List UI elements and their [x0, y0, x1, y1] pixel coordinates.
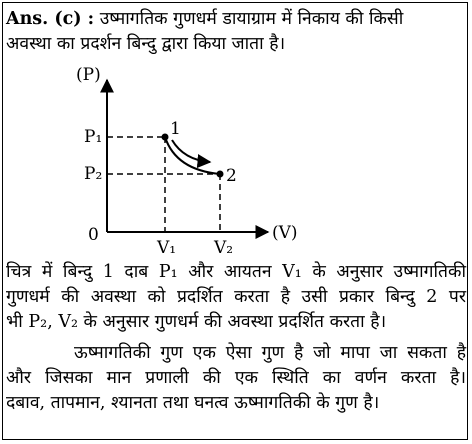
origin-label: 0	[88, 225, 99, 245]
answer-label: Ans. (c) :	[6, 9, 95, 29]
y-axis-label: (P)	[76, 65, 101, 85]
para2-line-1: ऊष्मागतिकी गुण एक ऐसा गुण है जो मापा जा सकता है	[74, 343, 466, 363]
para2-line-2: और जिसका मान प्रणाली की एक स्थिति का वर्णन करता है।	[6, 368, 466, 388]
x-axis-label: (V)	[272, 223, 298, 243]
v1-label: V₁	[157, 238, 177, 258]
para2-line-3: दबाव, तापमान, श्यानता तथा घनत्व ऊष्मागतिकी के गुण है।	[6, 393, 380, 413]
point-1-label: 1	[170, 119, 181, 139]
p2-label: P₂	[84, 164, 103, 184]
para1-line-2: गुणधर्म की अवस्था को प्रदर्शित करता है उसी प्रकार बिन्दु 2 पर	[6, 287, 466, 307]
point-2-label: 2	[226, 166, 237, 186]
para1-line-3: भी P₂, V₂ के अनुसार गुणधर्म की अवस्था प्रदर्शित करता है।	[6, 312, 387, 332]
state-point-2	[217, 171, 224, 178]
intro-text-1: उष्मागतिक गुणधर्म डायाग्राम में निकाय की किसी	[99, 9, 404, 29]
v2-label: V₂	[214, 238, 234, 258]
state-point-1	[162, 134, 169, 141]
intro-line-2: अवस्था का प्रदर्शन बिन्दु द्वारा किया जाता है।	[6, 34, 286, 54]
para1-line-1: चित्र में बिन्दु 1 दाब P₁ और आयतन V₁ के अनुसार उष्मागतिकी	[6, 262, 466, 282]
p1-label: P₁	[84, 127, 103, 147]
